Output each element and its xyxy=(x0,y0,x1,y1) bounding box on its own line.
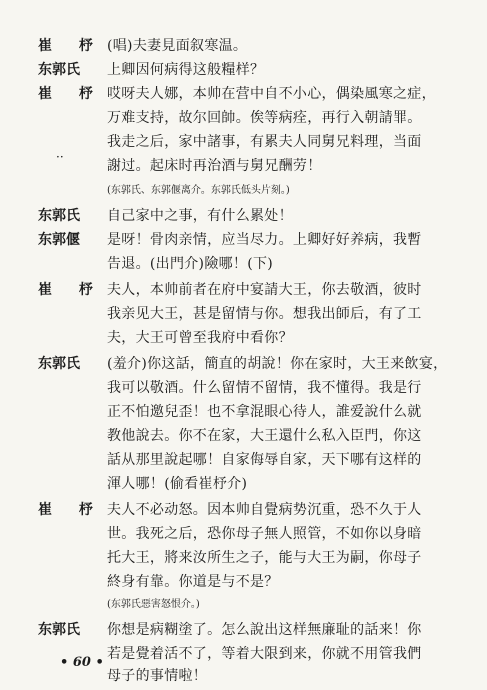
speaker-label: 东郭氏 xyxy=(38,62,80,78)
dialogue-line: (羞介)你这話，簡直的胡說！你在家时，大王来飲宴， xyxy=(107,356,448,372)
dialogue-line: 教他說去。你不在家，大王還什么私入臣門，你这 xyxy=(107,428,422,444)
dialogue-line: 謝过。起床时再治酒与舅兄酬劳！ xyxy=(107,158,322,174)
dialogue-line: 若是覺着活不了，等着大限到来，你就不用管我們 xyxy=(107,646,422,662)
dialogue-line: 夫人，本帅前者在府中宴請大王，你去敬酒，彼时 xyxy=(107,282,422,298)
dialogue-line: 上卿因何病得这般糧样？ xyxy=(107,62,265,78)
dialogue-line: 渾人哪！(偷看崔杼介) xyxy=(107,476,248,492)
dialogue-line: 告退。(出門介)險哪！(下) xyxy=(107,256,274,272)
dialogue-line: 正不怕邀兒歪！也不拿混眼心待人，誰爱說什么就 xyxy=(107,404,422,420)
speaker-label: 崔 杼 xyxy=(38,502,104,518)
dialogue-line: 是呀！骨肉亲情，应当尽力。上卿好好养病，我暫 xyxy=(107,232,422,248)
stage-direction: (东郭氏惡害怒恨介。) xyxy=(107,599,200,610)
dialogue-line: 終身有靠。你道是与不是？ xyxy=(107,574,279,590)
dialogue-line: 我走之后，家中諸事，有累夫人同舅兄料理，当面 xyxy=(107,134,422,150)
dialogue-line: 話从那里說起哪！自家侮辱自家，天下哪有这样的 xyxy=(107,452,422,468)
speaker-label: 东郭氏 xyxy=(38,622,80,638)
dialogue-line: 母子的事情啦！ xyxy=(107,668,208,684)
dialogue-line: 哎呀夫人娜，本帅在营中自不小心，偶染風寒之症， xyxy=(107,86,436,102)
dialogue-line: 你想是病糊塗了。怎么說出这样無廉耻的話来！你 xyxy=(107,622,422,638)
speaker-label: 东郭偃 xyxy=(38,232,80,248)
speaker-label: 崔 杼 xyxy=(38,38,104,54)
dialogue-line: 世。我死之后，恐你母子無人照管，不如你以身暗 xyxy=(107,526,422,542)
dialogue-line: 夫，大王可曾至我府中看你？ xyxy=(107,330,293,346)
speaker-label: 崔 杼 xyxy=(38,86,104,102)
speaker-label: 东郭氏 xyxy=(38,356,80,372)
dialogue-line: 托大王，將来汝所生之子，能与大王为嗣，你母子 xyxy=(107,550,422,566)
stray-mark: ·· xyxy=(56,150,64,164)
speaker-label: 崔 杼 xyxy=(38,282,104,298)
stage-direction: (东郭氏、东郭偃离介。东郭氏低头片刻。) xyxy=(107,185,290,196)
speaker-label: 东郭氏 xyxy=(38,208,80,224)
page-number: • 60 • xyxy=(60,655,104,670)
dialogue-line: 我亲见大王，甚是留情与你。想我出師后，有了工 xyxy=(107,306,422,322)
dialogue-line: 自己家中之事，有什么累处！ xyxy=(107,208,293,224)
dialogue-line: (唱)夫妻見面叙寒温。 xyxy=(107,38,248,54)
dialogue-line: 夫人不必动怒。因本帅自覺病势沉重，恐不久于人 xyxy=(107,502,422,518)
dialogue-line: 万难支持，故尔回帥。俟等病痊，再行入朝請罪。 xyxy=(107,110,422,126)
dialogue-line: 我可以敬酒。什么留情不留情，我不懂得。我是行 xyxy=(107,380,422,396)
